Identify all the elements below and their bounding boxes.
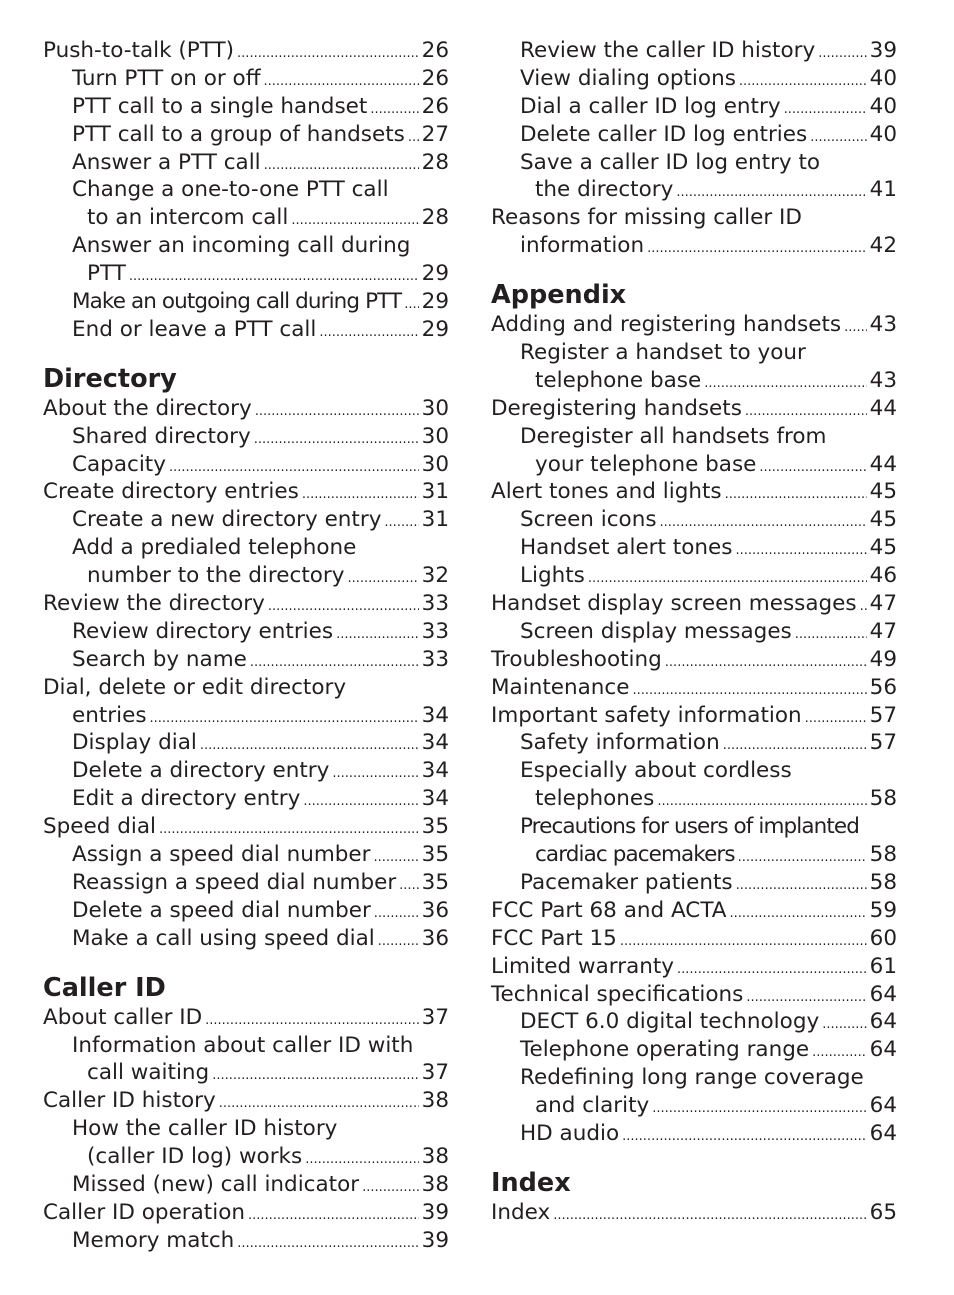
toc-page-number: 38 — [421, 1088, 449, 1114]
toc-column-left — [43, 37, 449, 1255]
toc-page-number: 26 — [421, 93, 449, 119]
toc-entry[interactable] — [491, 121, 897, 149]
dot-leader — [746, 984, 866, 1012]
toc-entry[interactable] — [43, 897, 449, 925]
toc-entry-title: Limited warranty — [491, 953, 675, 979]
dot-leader — [725, 481, 867, 509]
toc-entry-title: Change a one-to-one PTT call — [72, 177, 389, 203]
toc-entry-title: Especially about cordless — [520, 758, 792, 784]
toc-column-right — [491, 37, 897, 1227]
toc-entry[interactable] — [491, 395, 897, 423]
toc-entry[interactable] — [491, 1036, 897, 1064]
toc-page-number: 37 — [421, 1004, 449, 1030]
toc-entry[interactable] — [491, 149, 897, 177]
toc-entry[interactable] — [491, 37, 897, 65]
toc-page-number: 43 — [869, 367, 897, 393]
toc-entry-title: About caller ID — [43, 1004, 203, 1030]
toc-entry-title: Review the caller ID history — [520, 38, 816, 63]
toc-page-number: 45 — [869, 479, 897, 505]
toc-entry-title: Capacity — [72, 451, 166, 477]
dot-leader — [805, 705, 867, 733]
dot-leader — [212, 1062, 418, 1090]
toc-entry[interactable] — [491, 785, 897, 813]
dot-leader — [399, 872, 418, 900]
toc-page-number: 33 — [421, 591, 449, 617]
toc-entry-title: DECT 6.0 digital technology — [520, 1009, 820, 1035]
dot-leader — [676, 179, 866, 207]
toc-page-number: 59 — [869, 897, 897, 923]
toc-entry-title: FCC Part 15 — [491, 925, 617, 951]
toc-entry[interactable] — [491, 204, 897, 232]
toc-entry[interactable] — [491, 702, 897, 730]
dot-leader — [822, 1011, 866, 1039]
toc-entry[interactable] — [43, 646, 449, 674]
toc-page-number: 34 — [421, 758, 449, 784]
dot-leader — [250, 649, 419, 677]
toc-entry-title: Maintenance — [491, 674, 630, 700]
toc-entry[interactable] — [491, 953, 897, 981]
dot-leader — [374, 844, 419, 872]
toc-entry[interactable] — [43, 506, 449, 534]
toc-page-number: 64 — [869, 1037, 897, 1063]
toc-entry[interactable] — [43, 478, 449, 506]
toc-page-number: 38 — [421, 1171, 449, 1197]
toc-page-number: 37 — [421, 1060, 449, 1086]
toc-entry-title: the directory — [535, 177, 674, 203]
toc-entry-title: PTT call to a single handset — [72, 93, 368, 119]
toc-page-number: 56 — [869, 674, 897, 700]
toc-entry[interactable] — [491, 1064, 897, 1092]
dot-leader — [665, 649, 867, 677]
toc-entry-title: Answer an incoming call during — [72, 233, 411, 259]
toc-entry-title: Screen display messages — [520, 618, 792, 644]
toc-entry[interactable] — [491, 981, 897, 1009]
toc-page-number: 29 — [421, 261, 449, 287]
toc-entry[interactable] — [43, 176, 449, 204]
toc-page-number: 30 — [421, 423, 449, 449]
toc-page-number: 39 — [869, 38, 897, 63]
toc-entry-title: Display dial — [72, 730, 197, 756]
dot-leader — [347, 565, 418, 593]
toc-entry[interactable] — [491, 562, 897, 590]
toc-page-number: 41 — [869, 177, 897, 203]
dot-leader — [248, 1202, 419, 1230]
toc-page-number: 30 — [421, 451, 449, 477]
toc-entry[interactable] — [491, 478, 897, 506]
toc-entry[interactable] — [491, 534, 897, 562]
toc-entry-title: Information about caller ID with — [72, 1032, 414, 1058]
toc-entry[interactable] — [43, 204, 449, 232]
toc-entry-title: Review the directory — [43, 591, 265, 617]
dot-leader — [844, 314, 867, 342]
toc-entry[interactable] — [491, 813, 897, 841]
toc-page-number: 39 — [421, 1199, 449, 1225]
toc-entry[interactable] — [43, 149, 449, 177]
dot-leader — [622, 1123, 867, 1151]
dot-leader — [370, 96, 418, 124]
dot-leader — [129, 263, 419, 291]
toc-entry[interactable] — [491, 176, 897, 204]
toc-entry-title: Search by name — [72, 646, 247, 672]
toc-entry[interactable] — [43, 925, 449, 953]
toc-page-number: 40 — [869, 121, 897, 147]
toc-entry-title: Save a caller ID log entry to — [520, 149, 821, 175]
toc-page-number: 64 — [869, 1120, 897, 1146]
dot-leader — [237, 40, 419, 68]
toc-entry[interactable] — [43, 260, 449, 288]
toc-entry-title: Important safety information — [491, 702, 802, 728]
dot-leader — [704, 370, 866, 398]
toc-entry-title: Alert tones and lights — [491, 479, 722, 505]
toc-entry[interactable] — [491, 646, 897, 674]
toc-entry-title: entries — [72, 702, 147, 728]
toc-entry-title: Handset display screen messages — [491, 591, 857, 617]
dot-leader — [205, 1007, 419, 1035]
dot-leader — [723, 732, 867, 760]
toc-entry[interactable] — [491, 1120, 897, 1148]
toc-entry-title: Reassign a speed dial number — [72, 869, 397, 895]
dot-leader — [237, 1230, 418, 1258]
toc-page-number: 40 — [869, 65, 897, 91]
dot-leader — [632, 677, 866, 705]
dot-leader — [739, 68, 867, 96]
toc-page-number: 32 — [421, 563, 449, 589]
toc-entry-title: (caller ID log) works — [87, 1144, 303, 1170]
dot-leader — [302, 481, 419, 509]
toc-entry-title: Edit a directory entry — [72, 786, 301, 812]
dot-leader — [657, 788, 866, 816]
toc-entry-title: Assign a speed dial number — [72, 842, 371, 868]
toc-entry-title: your telephone base — [535, 451, 757, 477]
toc-entry[interactable] — [491, 1199, 897, 1227]
toc-entry[interactable] — [43, 1032, 449, 1060]
toc-entry-title: Caller ID operation — [43, 1199, 245, 1225]
toc-entry[interactable] — [491, 729, 897, 757]
toc-entry[interactable] — [491, 618, 897, 646]
toc-page-number: 58 — [869, 842, 897, 868]
dot-leader — [660, 509, 867, 537]
toc-entry[interactable] — [491, 757, 897, 785]
toc-page-number: 36 — [421, 897, 449, 923]
toc-entry[interactable] — [43, 316, 449, 344]
toc-entry[interactable] — [43, 37, 449, 65]
dot-leader — [408, 124, 419, 152]
toc-entry[interactable] — [491, 841, 897, 869]
toc-entry-title: to an intercom call — [87, 205, 289, 231]
toc-entry[interactable] — [43, 288, 449, 316]
toc-entry[interactable] — [43, 423, 449, 451]
dot-leader — [150, 705, 419, 733]
dot-leader — [795, 621, 867, 649]
toc-page-number: 35 — [421, 814, 449, 840]
dot-leader — [784, 96, 867, 124]
dot-leader — [219, 1090, 419, 1118]
toc-entry-title: Deregister all handsets from — [520, 423, 827, 449]
dot-leader — [620, 928, 867, 956]
toc-page-number: 29 — [421, 289, 449, 315]
toc-page-number: 43 — [869, 312, 897, 338]
toc-entry[interactable] — [43, 1004, 449, 1032]
toc-entry[interactable] — [491, 65, 897, 93]
toc-entry-title: Register a handset to your — [520, 340, 806, 366]
toc-entry-title: telephone base — [535, 367, 702, 393]
toc-page-number: 26 — [421, 38, 449, 63]
toc-entry[interactable] — [43, 1227, 449, 1255]
toc-page-number: 61 — [869, 953, 897, 979]
toc-entry[interactable] — [43, 841, 449, 869]
toc-page-number: 31 — [421, 479, 449, 505]
dot-leader — [759, 454, 866, 482]
toc-entry[interactable] — [43, 1143, 449, 1171]
dot-leader — [738, 844, 867, 872]
section-heading: Index — [491, 1167, 571, 1198]
toc-entry-title: Caller ID history — [43, 1088, 216, 1114]
toc-page-number: 47 — [869, 618, 897, 644]
dot-leader — [404, 291, 418, 319]
toc-page-number: 64 — [869, 1009, 897, 1035]
dot-leader — [745, 398, 867, 426]
dot-leader — [647, 235, 867, 263]
toc-entry-title: Shared directory — [72, 423, 251, 449]
toc-entry[interactable] — [491, 1092, 897, 1120]
toc-entry[interactable] — [43, 590, 449, 618]
dot-leader — [336, 621, 419, 649]
dot-leader — [735, 537, 866, 565]
toc-entry[interactable] — [43, 813, 449, 841]
toc-entry[interactable] — [43, 93, 449, 121]
toc-entry[interactable] — [491, 506, 897, 534]
toc-entry[interactable] — [43, 729, 449, 757]
toc-page-number: 45 — [869, 535, 897, 561]
toc-page-number: 33 — [421, 646, 449, 672]
toc-page-number: 28 — [421, 149, 449, 175]
toc-entry[interactable] — [491, 232, 897, 260]
toc-page-number: 46 — [869, 563, 897, 589]
toc-entry[interactable] — [491, 590, 897, 618]
toc-entry-title: Reasons for missing caller ID — [491, 205, 802, 231]
toc-entry[interactable] — [43, 1059, 449, 1087]
dot-leader — [332, 760, 418, 788]
dot-leader — [812, 1039, 867, 1067]
toc-entry-title: FCC Part 68 and ACTA — [491, 897, 727, 923]
toc-entry-title: Index — [491, 1199, 551, 1225]
toc-entry-title: Create directory entries — [43, 479, 299, 505]
toc-entry[interactable] — [43, 1171, 449, 1199]
toc-entry-title: number to the directory — [87, 563, 345, 589]
toc-page-number: 47 — [869, 591, 897, 617]
toc-entry[interactable] — [43, 674, 449, 702]
toc-page-number: 45 — [869, 507, 897, 533]
toc-entry-title: information — [520, 233, 645, 259]
toc-entry[interactable] — [43, 121, 449, 149]
toc-entry-title: cardiac pacemakers — [535, 842, 735, 868]
toc-entry[interactable] — [491, 674, 897, 702]
toc-entry-title: Memory match — [72, 1227, 235, 1253]
toc-entry[interactable] — [491, 339, 897, 367]
toc-page-number: 40 — [869, 93, 897, 119]
toc-page-number: 64 — [869, 1093, 897, 1119]
dot-leader — [264, 152, 419, 180]
toc-entry[interactable] — [491, 1008, 897, 1036]
dot-leader — [159, 816, 419, 844]
dot-leader — [384, 509, 418, 537]
toc-page-number: 36 — [421, 925, 449, 951]
toc-page-number: 65 — [869, 1199, 897, 1225]
toc-entry-title: Dial a caller ID log entry — [520, 93, 781, 119]
toc-entry-title: telephones — [535, 786, 655, 812]
toc-page-number: 34 — [421, 730, 449, 756]
dot-leader — [588, 565, 867, 593]
toc-page-number: 58 — [869, 869, 897, 895]
toc-entry[interactable] — [43, 702, 449, 730]
toc-entry-title: Add a predialed telephone — [72, 535, 357, 561]
dot-leader — [818, 40, 866, 68]
toc-page-number: 57 — [869, 702, 897, 728]
toc-page-number: 49 — [869, 646, 897, 672]
toc-entry-title: Safety information — [520, 730, 720, 756]
toc-entry-title: Delete caller ID log entries — [520, 121, 808, 147]
dot-leader — [254, 426, 419, 454]
toc-entry-title: About the directory — [43, 395, 252, 421]
dot-leader — [378, 928, 419, 956]
dot-leader — [303, 788, 418, 816]
toc-page-number: 33 — [421, 618, 449, 644]
toc-entry-title: Screen icons — [520, 507, 657, 533]
dot-leader — [553, 1202, 866, 1230]
toc-entry-title: Pacemaker patients — [520, 869, 733, 895]
toc-entry[interactable] — [43, 618, 449, 646]
toc-entry[interactable] — [491, 925, 897, 953]
dot-leader — [730, 900, 867, 928]
toc-page-number: 26 — [421, 65, 449, 91]
toc-entry-title: Adding and registering handsets — [491, 312, 842, 338]
toc-entry-title: End or leave a PTT call — [72, 316, 317, 342]
toc-entry-title: Technical specifications — [491, 981, 744, 1007]
toc-entry-title: Make an outgoing call during PTT — [72, 289, 402, 315]
toc-entry-title: Lights — [520, 563, 585, 589]
toc-entry-title: Push-to-talk (PTT) — [43, 38, 235, 63]
toc-page-number: 44 — [869, 395, 897, 421]
toc-entry[interactable] — [491, 869, 897, 897]
toc-page-number: 31 — [421, 507, 449, 533]
dot-leader — [255, 398, 419, 426]
toc-entry-title: Precautions for users of implanted — [520, 814, 859, 840]
toc-entry[interactable] — [43, 785, 449, 813]
toc-entry[interactable] — [43, 1115, 449, 1143]
toc-entry[interactable] — [43, 232, 449, 260]
toc-page-number: 58 — [869, 786, 897, 812]
toc-entry[interactable] — [491, 897, 897, 925]
toc-page-number: 60 — [869, 925, 897, 951]
toc-entry[interactable] — [43, 562, 449, 590]
dot-leader — [268, 593, 419, 621]
dot-leader — [374, 900, 419, 928]
toc-entry-title: View dialing options — [520, 65, 736, 91]
toc-entry[interactable] — [43, 395, 449, 423]
toc-page-number: 38 — [421, 1144, 449, 1170]
toc-page-number: 42 — [869, 233, 897, 259]
toc-entry[interactable] — [43, 451, 449, 479]
dot-leader — [810, 124, 866, 152]
toc-entry-title: call waiting — [87, 1060, 210, 1086]
toc-entry-title: Redefining long range coverage — [520, 1065, 864, 1091]
toc-entry-title: Create a new directory entry — [72, 507, 382, 533]
toc-entry-title: Speed dial — [43, 814, 157, 840]
section-heading: Directory — [43, 363, 177, 394]
toc-entry[interactable] — [491, 423, 897, 451]
dot-leader — [362, 1174, 419, 1202]
dot-leader — [860, 593, 867, 621]
toc-page-number: 64 — [869, 981, 897, 1007]
toc-page-number: 57 — [869, 730, 897, 756]
toc-entry-title: Make a call using speed dial — [72, 925, 375, 951]
dot-leader — [305, 1146, 418, 1174]
toc-entry[interactable] — [491, 93, 897, 121]
dot-leader — [652, 1095, 866, 1123]
toc-page-number: 27 — [421, 121, 449, 147]
toc-page-number: 30 — [421, 395, 449, 421]
toc-entry-title: Delete a speed dial number — [72, 897, 371, 923]
section-heading: Caller ID — [43, 972, 166, 1003]
dot-leader — [677, 956, 867, 984]
toc-entry[interactable] — [43, 534, 449, 562]
toc-page-number: 34 — [421, 786, 449, 812]
toc-page-number: 34 — [421, 702, 449, 728]
toc-entry[interactable] — [491, 367, 897, 395]
toc-entry[interactable] — [43, 65, 449, 93]
dot-leader — [319, 319, 418, 347]
toc-page-number: 35 — [421, 869, 449, 895]
toc-entry-title: Telephone operating range — [520, 1037, 810, 1063]
toc-page-number: 28 — [421, 205, 449, 231]
toc-entry[interactable] — [43, 869, 449, 897]
toc-entry[interactable] — [491, 451, 897, 479]
dot-leader — [736, 872, 867, 900]
toc-entry[interactable] — [43, 757, 449, 785]
toc-entry-title: Dial, delete or edit directory — [43, 674, 347, 700]
toc-entry-title: Deregistering handsets — [491, 395, 742, 421]
toc-entry-title: PTT — [87, 261, 126, 287]
toc-entry-title: Turn PTT on or off — [72, 65, 261, 91]
dot-leader — [264, 68, 419, 96]
toc-entry-title: Review directory entries — [72, 618, 334, 644]
toc-page-number: 44 — [869, 451, 897, 477]
toc-entry[interactable] — [43, 1199, 449, 1227]
toc-page-number: 29 — [421, 316, 449, 342]
toc-page-number: 39 — [421, 1227, 449, 1253]
toc-entry[interactable] — [491, 311, 897, 339]
toc-entry-title: PTT call to a group of handsets — [72, 121, 405, 147]
dot-leader — [200, 732, 419, 760]
section-heading: Appendix — [491, 280, 627, 311]
toc-entry-title: HD audio — [520, 1120, 620, 1146]
toc-entry[interactable] — [43, 1087, 449, 1115]
toc-entry-title: Handset alert tones — [520, 535, 733, 561]
dot-leader — [291, 207, 418, 235]
toc-entry-title: and clarity — [535, 1093, 650, 1119]
toc-page-number: 35 — [421, 842, 449, 868]
toc-entry-title: Answer a PTT call — [72, 149, 261, 175]
toc-entry-title: Troubleshooting — [491, 646, 662, 672]
toc-entry-title: Missed (new) call indicator — [72, 1171, 360, 1197]
dot-leader — [169, 454, 419, 482]
toc-entry-title: Delete a directory entry — [72, 758, 330, 784]
toc-entry-title: How the caller ID history — [72, 1116, 338, 1142]
